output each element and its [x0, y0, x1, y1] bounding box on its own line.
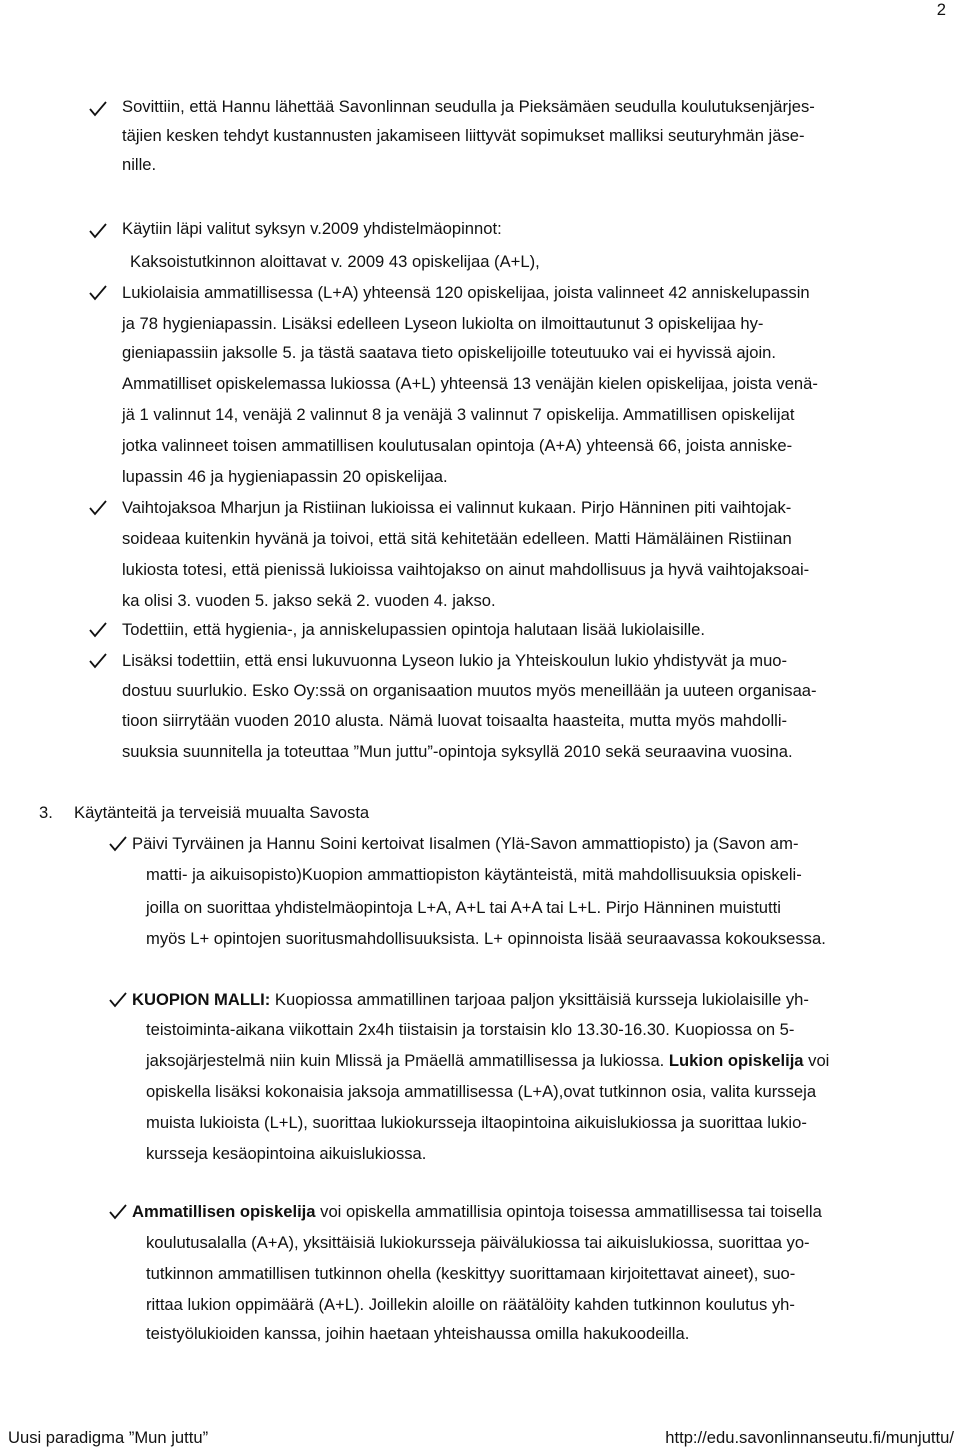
s3-bullet-1-line-1: Päivi Tyrväinen ja Hannu Soini kertoivat Iisalmen (Ylä-Savon ammattiopisto) ja (Savon am-: [132, 834, 799, 853]
bullet-3-line-5: jä 1 valinnut 14, venäjä 2 valinnut 8 ja venäjä 3 valinnut 7 opiskelija. Ammatillisen opiskelijat: [122, 405, 795, 424]
bullet-3-line-1: Lukiolaisia ammatillisessa (L+A) yhteensä 120 opiskelijaa, joista valinneet 42 anniskelupassin: [122, 283, 810, 302]
section-title: Käytänteitä ja terveisiä muualta Savosta: [74, 803, 370, 822]
s3-bullet-2-line-2: teistoiminta-aikana viikottain 2x4h tiistaisin ja torstaisin klo 13.30-16.30. Kuopiossa on 5-: [146, 1020, 795, 1039]
bullet-3-line-7: lupassin 46 ja hygieniapassin 20 opiskelijaa.: [122, 467, 448, 486]
s3-bullet-2-line-5: muista lukioista (L+L), suorittaa lukiokursseja iltaopintoina aikuislukiossa ja suorittaa lukio-: [146, 1113, 807, 1132]
s3-bullet-2-line-3-post: voi: [803, 1051, 830, 1070]
s3-bullet-3-line-3: tutkinnon ammatillisen tutkinnon ohella (keskittyy suorittamaan kirjoitettavat aineet), suo-: [146, 1264, 796, 1283]
s3-bullet-2-line-3: [146, 1051, 829, 1071]
ammatillisen-opiskelija-label: Ammatillisen opiskelija: [132, 1202, 316, 1221]
kuopion-malli-label: KUOPION MALLI:: [132, 990, 271, 1009]
checkmark-icon: [108, 834, 128, 854]
s3-bullet-1-line-4: myös L+ opintojen suoritusmahdollisuuksista. L+ opinnoista lisää seuraavassa kokouksessa.: [146, 929, 826, 948]
bullet-4-line-2: soideaa kuitenkin hyvänä ja toivoi, että sitä kehitetään edelleen. Matti Hämäläinen Ristiinan: [122, 529, 792, 548]
s3-bullet-1-line-2: matti- ja aikuisopisto)Kuopion ammattiopiston käytänteistä, mitä mahdollisuuksia opiskeli-: [146, 865, 802, 884]
checkmark-icon: [88, 620, 108, 640]
checkmark-icon: [88, 498, 108, 518]
checkmark-icon: [88, 283, 108, 303]
s3-bullet-3-line-1-text: voi opiskella ammatillisia opintoja toisessa ammatillisessa tai toisella: [315, 1202, 822, 1221]
page-number: 2: [936, 0, 946, 19]
bullet-2-line-2: Kaksoistutkinnon aloittavat v. 2009 43 opiskelijaa (A+L),: [130, 252, 540, 271]
bullet-4-line-4: ka olisi 3. vuoden 5. jakso sekä 2. vuoden 4. jakso.: [122, 591, 496, 610]
s3-bullet-2-line-1-text: Kuopiossa ammatillinen tarjoaa paljon yksittäisiä kursseja lukiolaisille yh-: [270, 990, 809, 1009]
checkmark-icon: [108, 990, 128, 1010]
s3-bullet-2-line-6: kursseja kesäopintoina aikuislukiossa.: [146, 1144, 427, 1163]
checkmark-icon: [88, 99, 108, 119]
s3-bullet-2-line-1: [132, 990, 809, 1010]
s3-bullet-3-line-5: teistyölukioiden kanssa, joihin haetaan yhteishaussa omilla hakukoodeilla.: [146, 1324, 690, 1343]
s3-bullet-1-line-3: joilla on suorittaa yhdistelmäopintoja L+A, A+L tai A+A tai L+L. Pirjo Hänninen muistutti: [146, 898, 781, 917]
s3-bullet-3-line-4: rittaa lukion oppimäärä (A+L). Joillekin aloille on räätälöity kahden tutkinnon koulutus yh-: [146, 1295, 795, 1314]
s3-bullet-2-line-4: opiskella lisäksi kokonaisia jaksoja ammatillisessa (L+A),ovat tutkinnon osia, valita kursseja: [146, 1082, 817, 1101]
s3-bullet-2-line-3-pre: jaksojärjestelmä niin kuin Mlissä ja Pmäellä ammatillisessa ja lukiossa.: [146, 1051, 669, 1070]
bullet-4-line-1: Vaihtojaksoa Mharjun ja Ristiinan lukioissa ei valinnut kukaan. Pirjo Hänninen piti vaihtojak-: [122, 498, 792, 517]
bullet-3-line-6: jotka valinneet toisen ammatillisen koulutusalan opintoja (A+A) yhteensä 66, joista anniske-: [122, 436, 793, 455]
bullet-6-line-2: dostuu suurlukio. Esko Oy:ssä on organisaation muutos myös meneillään ja uuteen organisaa-: [122, 681, 817, 700]
checkmark-icon: [88, 651, 108, 671]
bullet-6-line-3: tioon siirrytään vuoden 2010 alusta. Nämä luovat toisaalta haasteita, mutta myös mahdolli-: [122, 711, 788, 730]
lukion-opiskelija-label: Lukion opiskelija: [668, 1051, 804, 1070]
bullet-1-line-2: täjien kesken tehdyt kustannusten jakamiseen liittyvät sopimukset malliksi seuturyhmän jäse-: [122, 126, 805, 145]
s3-bullet-3-line-2: koulutusalalla (A+A), yksittäisiä lukiokursseja päivälukiossa tai aikuislukiossa, suorittaa yo-: [146, 1233, 810, 1252]
section-number: 3.: [39, 803, 53, 822]
bullet-3-line-4: Ammatilliset opiskelemassa lukiossa (A+L) yhteensä 13 venäjän kielen opiskelijaa, joista venä-: [122, 374, 818, 393]
checkmark-icon: [108, 1202, 128, 1222]
bullet-2-line-1: Käytiin läpi valitut syksyn v.2009 yhdistelmäopinnot:: [122, 219, 502, 238]
footer-title: Uusi paradigma ”Mun juttu”: [8, 1428, 209, 1447]
checkmark-icon: [88, 221, 108, 241]
s3-bullet-3-line-1: [132, 1202, 822, 1222]
bullet-6-line-1: Lisäksi todettiin, että ensi lukuvuonna Lyseon lukio ja Yhteiskoulun lukio yhdistyvät ja muo-: [122, 651, 788, 670]
bullet-3-line-3: gieniapassiin jaksolle 5. ja tästä saatava tieto opiskelijoille toteutuuko vai ei hyvissä ajoin.: [122, 343, 776, 362]
bullet-1-line-3: nille.: [122, 155, 157, 174]
bullet-1-line-1: Sovittiin, että Hannu lähettää Savonlinnan seudulla ja Pieksämäen seudulla koulutuksenjärjes-: [122, 97, 815, 116]
footer-url: http://edu.savonlinnanseutu.fi/munjuttu/: [665, 1428, 954, 1447]
bullet-3-line-2: ja 78 hygieniapassin. Lisäksi edelleen Lyseon lukiolta on ilmoittautunut 3 opiskelijaa hy-: [122, 314, 764, 333]
bullet-4-line-3: lukiosta totesi, että pienissä lukioissa vaihtojakso on ainut mahdollisuus ja hyvä vaihtojaksoai-: [122, 560, 810, 579]
bullet-5-line-1: Todettiin, että hygienia-, ja anniskelupassien opintoja halutaan lisää lukiolaisille.: [122, 620, 705, 639]
bullet-6-line-4: suuksia suunnitella ja toteuttaa ”Mun juttu”-opintoja syksyllä 2010 sekä seuraavina vuosina.: [122, 742, 793, 761]
